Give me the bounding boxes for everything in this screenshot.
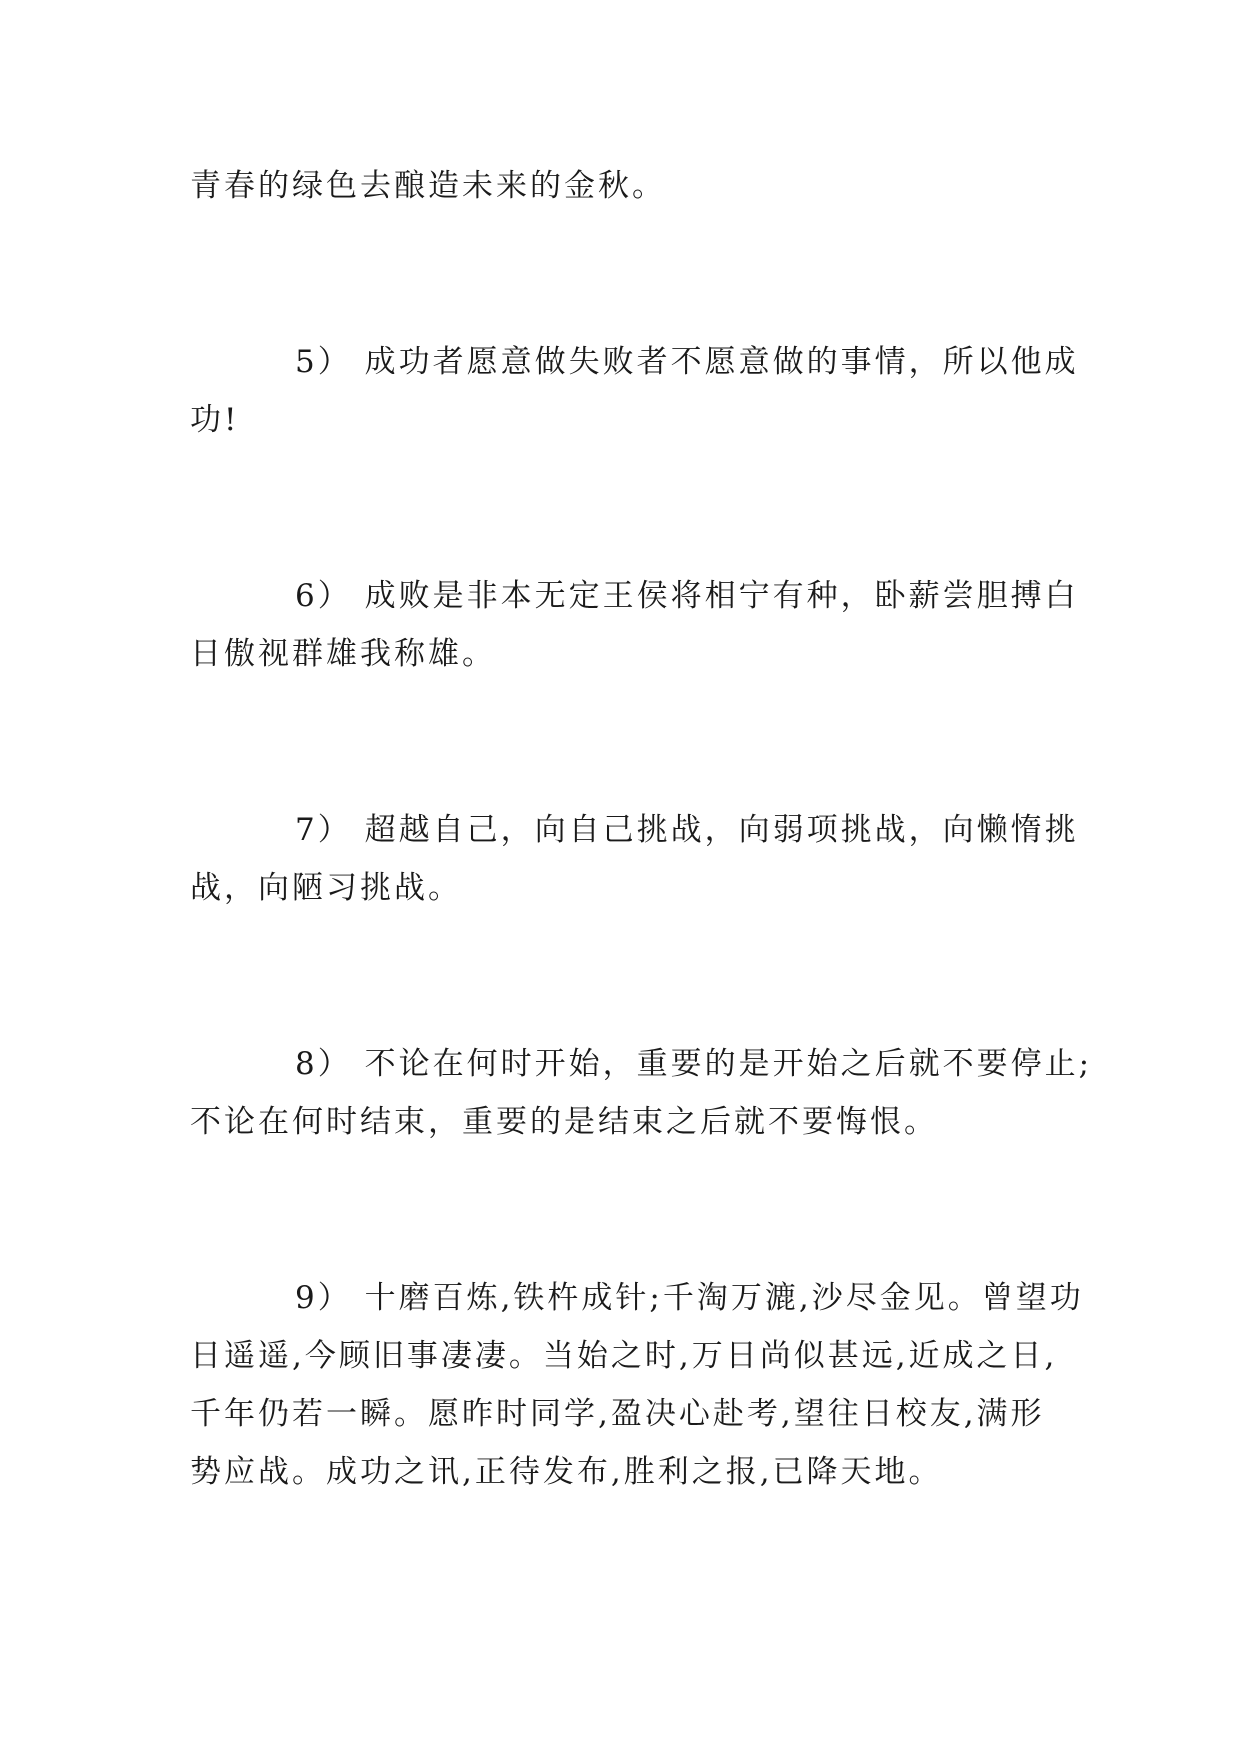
paragraph-9-line-4: 势应战。成功之讯,正待发布,胜利之报,已降天地。 (190, 1454, 943, 1490)
paragraph-7-line-2: 战，向陋习挑战。 (190, 870, 462, 906)
paragraph-5-line-2: 功! (190, 402, 240, 438)
paragraph-8-line-2: 不论在何时结束，重要的是结束之后就不要悔恨。 (190, 1104, 938, 1140)
paragraph-9-line-1: 9） 十磨百炼,铁杵成针;千淘万漉,沙尽金见。曾望功 (295, 1280, 1084, 1316)
paragraph-6-line-1: 6） 成败是非本无定王侯将相宁有种，卧薪尝胆搏白 (295, 578, 1079, 614)
paragraph-7-line-1: 7） 超越自己，向自己挑战，向弱项挑战，向懒惰挑 (295, 812, 1079, 848)
paragraph-5-line-1: 5） 成功者愿意做失败者不愿意做的事情，所以他成 (295, 344, 1079, 380)
paragraph-9-line-3: 千年仍若一瞬。愿昨时同学,盈决心赴考,望往日校友,满形 (190, 1396, 1045, 1432)
paragraph-8-line-1: 8） 不论在何时开始，重要的是开始之后就不要停止; (295, 1046, 1093, 1082)
paragraph-9-line-2: 日遥遥,今顾旧事凄凄。当始之时,万日尚似甚远,近成之日, (190, 1338, 1058, 1374)
paragraph-4-end: 青春的绿色去酿造未来的金秋。 (190, 168, 666, 204)
paragraph-6-line-2: 日傲视群雄我称雄。 (190, 636, 496, 672)
